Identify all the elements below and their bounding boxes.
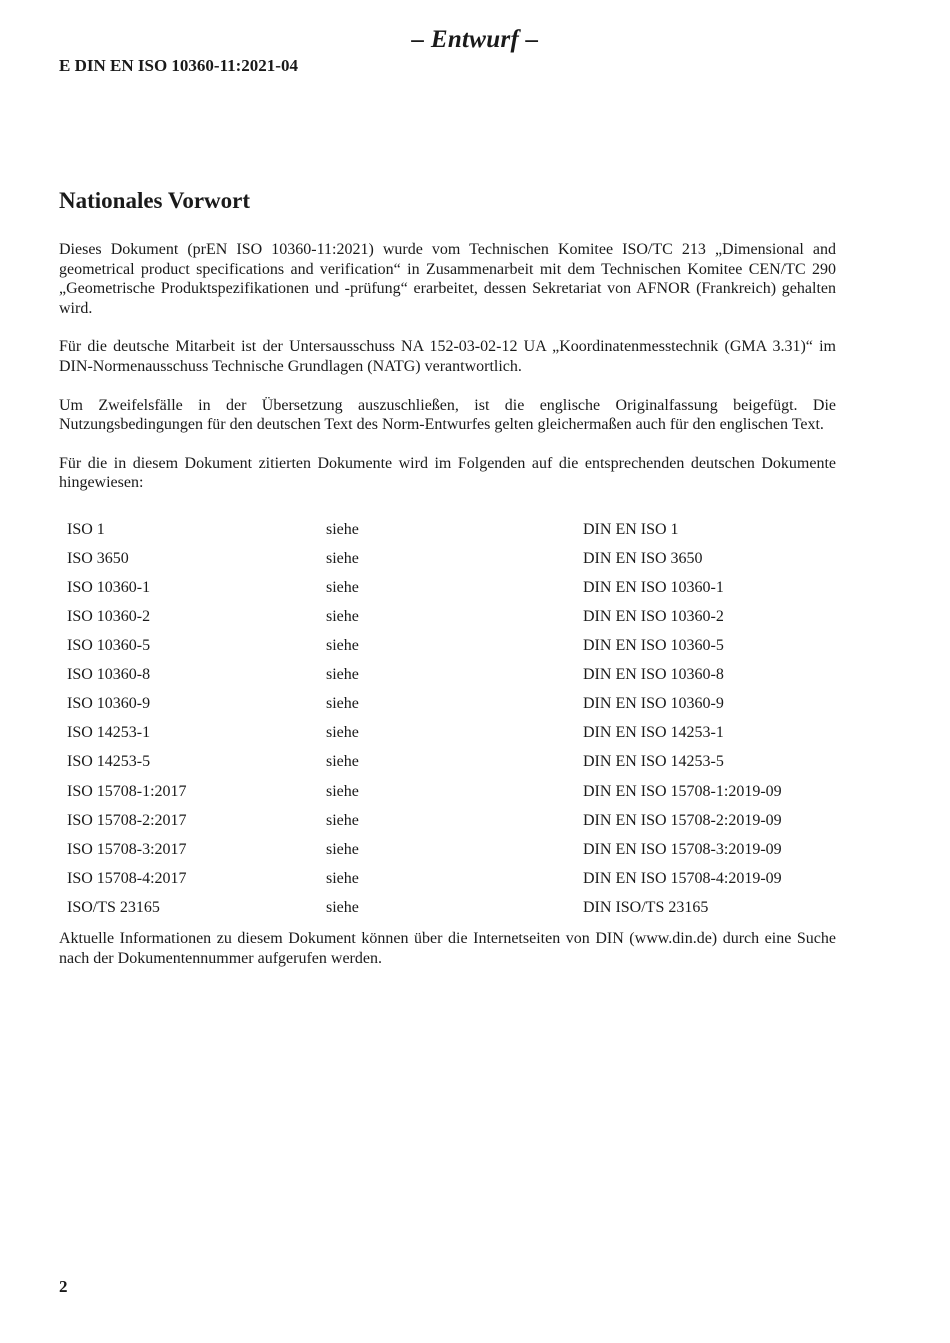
draft-watermark-title: – Entwurf – — [411, 26, 539, 53]
page-number: 2 — [59, 1277, 68, 1296]
iso-reference: ISO 14253-5 — [67, 753, 151, 771]
din-reference: DIN EN ISO 10360-1 — [583, 578, 724, 596]
din-reference: DIN EN ISO 15708-1:2019-09 — [583, 782, 782, 800]
siehe-label: siehe — [326, 898, 359, 916]
table-row — [59, 864, 836, 893]
din-reference: DIN ISO/TS 23165 — [583, 898, 709, 916]
siehe-label: siehe — [326, 724, 359, 742]
table-row — [59, 660, 836, 689]
siehe-label: siehe — [326, 869, 359, 887]
din-reference: DIN EN ISO 14253-1 — [583, 724, 724, 742]
iso-reference: ISO 15708-1:2017 — [67, 782, 187, 800]
siehe-label: siehe — [326, 549, 359, 567]
din-reference: DIN EN ISO 10360-2 — [583, 607, 724, 625]
iso-reference: ISO 15708-4:2017 — [67, 869, 187, 887]
document-identifier: E DIN EN ISO 10360-11:2021-04 — [59, 56, 298, 75]
din-reference: DIN EN ISO 15708-4:2019-09 — [583, 869, 782, 887]
din-reference: DIN EN ISO 10360-8 — [583, 666, 724, 684]
table-row — [59, 515, 836, 544]
din-reference: DIN EN ISO 15708-3:2019-09 — [583, 840, 782, 858]
siehe-label: siehe — [326, 637, 359, 655]
din-reference: DIN EN ISO 10360-9 — [583, 695, 724, 713]
din-reference: DIN EN ISO 14253-5 — [583, 753, 724, 771]
table-row — [59, 573, 836, 602]
paragraph-translation: Um Zweifelsfälle in der Übersetzung auszuschließen, ist die englische Originalfassung beigefügt. Die Nutzungsbedingungen für den deutschen Text des Norm-Entwurfes gelten gleichermaßen auch für den englischen Text. — [59, 396, 836, 434]
iso-reference: ISO 15708-3:2017 — [67, 840, 187, 858]
din-reference: DIN EN ISO 3650 — [583, 549, 703, 567]
siehe-label: siehe — [326, 578, 359, 596]
siehe-label: siehe — [326, 520, 359, 538]
section-heading: Nationales Vorwort — [59, 188, 251, 213]
table-row — [59, 690, 836, 719]
siehe-label: siehe — [326, 753, 359, 771]
siehe-label: siehe — [326, 607, 359, 625]
iso-reference: ISO 10360-9 — [67, 695, 151, 713]
section-body — [59, 240, 836, 984]
din-reference: DIN EN ISO 15708-2:2019-09 — [583, 811, 782, 829]
siehe-label: siehe — [326, 811, 359, 829]
table-row — [59, 602, 836, 631]
siehe-label: siehe — [326, 840, 359, 858]
iso-reference: ISO 10360-5 — [67, 637, 151, 655]
iso-reference: ISO 3650 — [67, 549, 129, 567]
siehe-label: siehe — [326, 695, 359, 713]
siehe-label: siehe — [326, 666, 359, 684]
table-row — [59, 748, 836, 777]
iso-reference: ISO 1 — [67, 520, 105, 538]
paragraph-german-participation: Für die deutsche Mitarbeit ist der Untersausschuss NA 152-03-02-12 UA „Koordinatenmesstechnik (GMA 3.31)“ im DIN-Normenausschuss Technische Grundlagen (NATG) verantwortlich. — [59, 338, 836, 375]
table-row — [59, 544, 836, 573]
paragraph-references-intro: Für die in diesem Dokument zitierten Dokumente wird im Folgenden auf die entsprechenden deutschen Dokumente hingewiesen: — [59, 454, 836, 492]
reference-table — [59, 515, 836, 922]
table-row — [59, 893, 836, 922]
paragraph-committee: Dieses Dokument (prEN ISO 10360-11:2021) wurde vom Technischen Komitee ISO/TC 213 „Dimensional and geometrical product specifications and verification“ in Zusammenarbeit mit dem Technischen Komitee CEN/TC 290 „Geometrische Produktspezifikationen und -prüfung“ erarbeitet, dessen Sekretariat von AFNOR (Frankreich) gehalten wird. — [59, 241, 836, 317]
iso-reference: ISO 10360-1 — [67, 578, 151, 596]
siehe-label: siehe — [326, 782, 359, 800]
iso-reference: ISO 14253-1 — [67, 724, 151, 742]
din-reference: DIN EN ISO 10360-5 — [583, 637, 724, 655]
table-row — [59, 777, 836, 806]
din-reference: DIN EN ISO 1 — [583, 520, 679, 538]
table-row — [59, 631, 836, 660]
table-row — [59, 719, 836, 748]
table-row — [59, 835, 836, 864]
iso-reference: ISO 10360-2 — [67, 607, 151, 625]
iso-reference: ISO 15708-2:2017 — [67, 811, 187, 829]
iso-reference: ISO 10360-8 — [67, 666, 151, 684]
iso-reference: ISO/TS 23165 — [67, 898, 160, 916]
paragraph-closing-info: Aktuelle Informationen zu diesem Dokument können über die Internetseiten von DIN (www.din.de) durch eine Suche nach der Dokumentennummer aufgerufen werden. — [59, 930, 836, 967]
table-row — [59, 806, 836, 835]
